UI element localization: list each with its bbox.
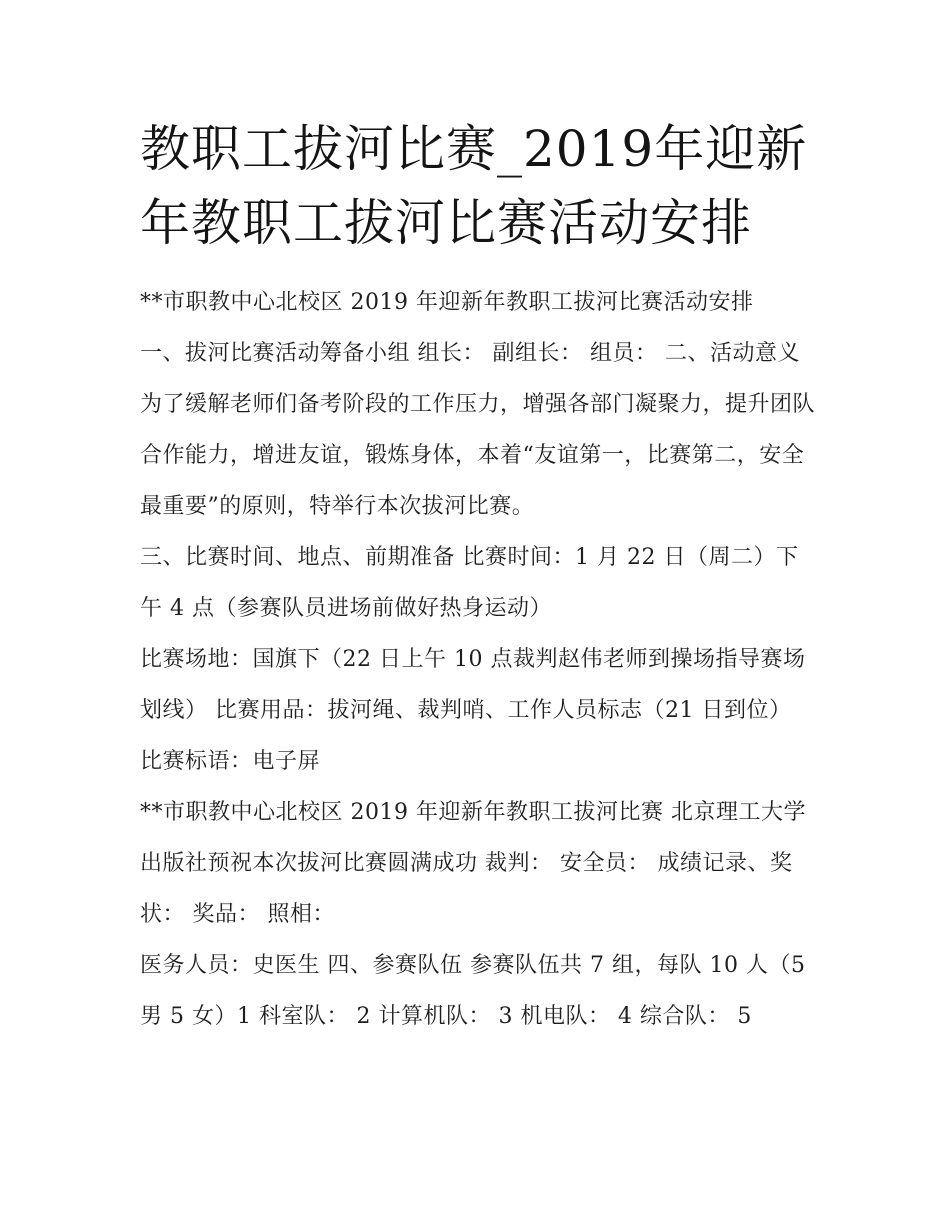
paragraph-staff: **市职教中心北校区 2019 年迎新年教职工拔河比赛 北京理工大学出版社预祝本次拔河比赛圆满成功 裁判： 安全员： 成绩记录、奖状： 奖品： 照相：	[140, 800, 806, 927]
document-body	[140, 277, 815, 1042]
paragraph-time-place: 三、比赛时间、地点、前期准备 比赛时间：1 月 22 日（周二）下午 4 点（参赛队员进场前做好热身运动）	[140, 545, 799, 621]
paragraph-purpose: 为了缓解老师们备考阶段的工作压力，增强各部门凝聚力，提升团队合作能力，增进友谊，锻炼身体，本着“友谊第一，比赛第二，安全最重要”的原则，特举行本次拔河比赛。	[140, 392, 816, 519]
paragraph-venue-supplies: 比赛场地：国旗下（22 日上午 10 点裁判赵伟老师到操场指导赛场划线） 比赛用品：拔河绳、裁判哨、工作人员标志（21 日到位） 比赛标语：电子屏	[140, 647, 806, 774]
paragraph-organizing-group: 一、拔河比赛活动筹备小组 组长： 副组长： 组员： 二、活动意义	[140, 341, 800, 366]
paragraph-heading-line: **市职教中心北校区 2019 年迎新年教职工拔河比赛活动安排	[140, 290, 754, 315]
paragraph-teams: 医务人员：史医生 四、参赛队伍 参赛队伍共 7 组，每队 10 人（5 男 5 女）1 科室队： 2 计算机队： 3 机电队： 4 综合队： 5	[140, 953, 806, 1029]
document-title: 教职工拔河比赛_2019年迎新年教职工拔河比赛活动安排	[140, 120, 808, 252]
